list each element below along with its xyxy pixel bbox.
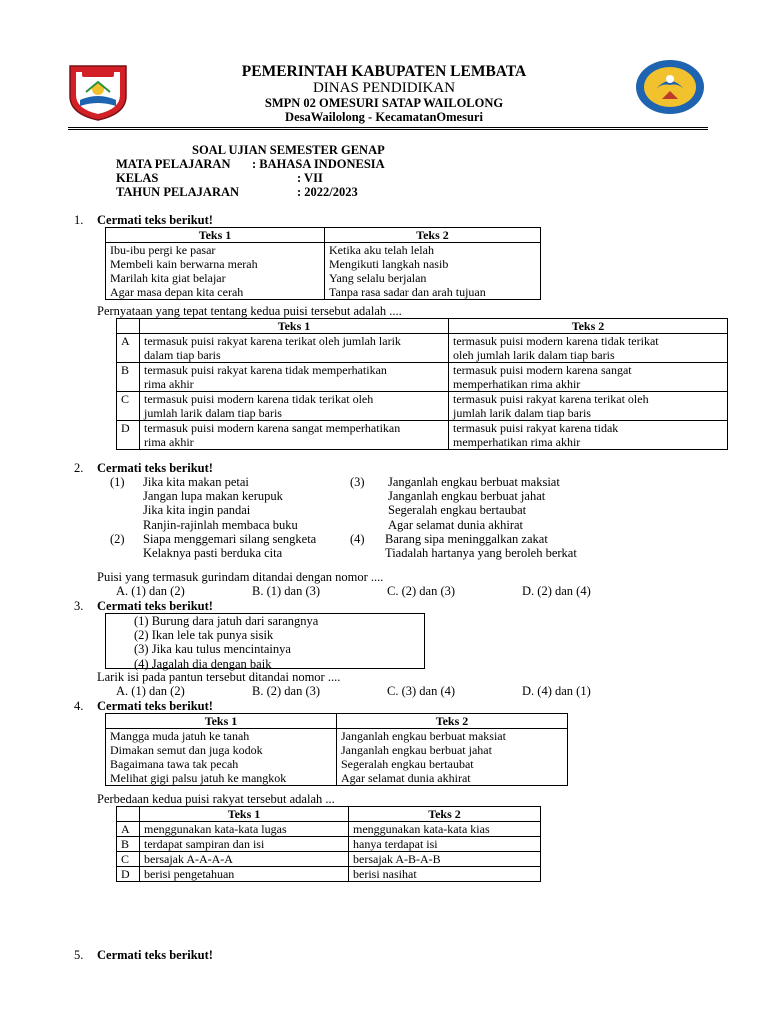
q1-header-teks1: Teks 1 bbox=[106, 228, 325, 243]
option-text: termasuk puisi rakyat karena terikat oleh bbox=[453, 392, 649, 406]
q4-text-table bbox=[105, 713, 568, 786]
year-value: : 2022/2023 bbox=[297, 185, 358, 199]
option-key: B bbox=[117, 837, 140, 852]
option-row-c[interactable] bbox=[117, 392, 728, 421]
class-value: : VII bbox=[297, 171, 323, 185]
poem-line: Ranjin-rajinlah membaca buku bbox=[143, 517, 298, 532]
line-number: (1) bbox=[134, 614, 149, 628]
option-text: termasuk puisi rakyat karena terikat oleh jumlah larik bbox=[144, 334, 401, 348]
q1-instruction: Cermati teks berikut! bbox=[97, 213, 213, 227]
pantun-line bbox=[134, 614, 424, 628]
option-text: menggunakan kata-kata lugas bbox=[140, 822, 349, 837]
option-text: termasuk puisi modern karena sangat bbox=[453, 363, 632, 377]
q3-pantun-box bbox=[105, 613, 425, 669]
poem-1 bbox=[143, 475, 298, 532]
option-key: C bbox=[117, 392, 140, 421]
option-text: berisi nasihat bbox=[349, 867, 541, 882]
poem-line: Agar masa depan kita cerah bbox=[110, 285, 244, 299]
option-text: terdapat sampiran dan isi bbox=[140, 837, 349, 852]
poem-4 bbox=[385, 532, 577, 560]
header-line1: PEMERINTAH KABUPATEN LEMBATA bbox=[241, 63, 527, 80]
poem-line: Marilah kita giat belajar bbox=[110, 271, 226, 285]
class-label: KELAS bbox=[116, 171, 159, 185]
poem-line: Jangan lupa makan kerupuk bbox=[143, 489, 283, 504]
subject-label: MATA PELAJARAN bbox=[116, 157, 231, 171]
option-key: D bbox=[117, 421, 140, 450]
q3-number: 3. bbox=[74, 599, 84, 613]
poem-line: Tanpa rasa sadar dan arah tujuan bbox=[329, 285, 486, 299]
option-row-d[interactable] bbox=[117, 867, 541, 882]
q2-option-d[interactable]: D. (2) dan (4) bbox=[522, 584, 591, 598]
poem-line: Yang selalu berjalan bbox=[329, 271, 427, 285]
poem-line: Mangga muda jatuh ke tanah bbox=[110, 729, 250, 743]
option-text: termasuk puisi modern karena tidak terikat oleh bbox=[144, 392, 374, 406]
option-text: oleh jumlah larik dalam tiap baris bbox=[453, 348, 615, 362]
poem-2 bbox=[143, 532, 316, 560]
q5-instruction: Cermati teks berikut! bbox=[97, 948, 213, 962]
q1-question: Pernyataan yang tepat tentang kedua puisi tersebut adalah .... bbox=[97, 304, 402, 318]
poem-3 bbox=[388, 475, 560, 532]
poem-line: Ketika aku telah lelah bbox=[329, 243, 434, 257]
poem-line: Jika kita ingin pandai bbox=[143, 503, 251, 518]
poem-2-number: (2) bbox=[110, 532, 125, 546]
line-text: Ikan lele tak punya sisik bbox=[151, 628, 274, 643]
poem-line: Agar selamat dunia akhirat bbox=[388, 517, 524, 532]
q4-options-table bbox=[116, 806, 541, 882]
option-text: bersajak A-B-A-B bbox=[349, 852, 541, 867]
q3-option-a[interactable]: A. (1) dan (2) bbox=[116, 684, 185, 698]
option-row-a[interactable] bbox=[117, 334, 728, 363]
option-text: menggunakan kata-kata kias bbox=[349, 822, 541, 837]
option-text: termasuk puisi rakyat karena tidak memperhatikan bbox=[144, 363, 387, 377]
poem-line: Segeralah engkau bertaubat bbox=[341, 757, 474, 771]
exam-title: SOAL UJIAN SEMESTER GENAP bbox=[192, 143, 385, 157]
line-number: (2) bbox=[134, 628, 149, 643]
poem-line: Ibu-ibu pergi ke pasar bbox=[110, 243, 216, 257]
q3-question: Larik isi pada pantun tersebut ditandai nomor .... bbox=[97, 670, 341, 684]
header-line3: SMPN 02 OMESURI SATAP WAILOLONG bbox=[264, 96, 504, 110]
poem-line: Agar selamat dunia akhirat bbox=[341, 771, 471, 785]
option-text: dalam tiap baris bbox=[144, 348, 221, 362]
line-number: (4) bbox=[134, 656, 149, 671]
q4-header-teks2: Teks 2 bbox=[337, 714, 568, 729]
poem-line: Melihat gigi palsu jatuh ke mangkok bbox=[110, 771, 287, 785]
option-row-b[interactable] bbox=[117, 837, 541, 852]
option-text: memperhatikan rima akhir bbox=[453, 377, 581, 391]
option-text: termasuk puisi rakyat karena tidak bbox=[453, 421, 619, 435]
q2-number: 2. bbox=[74, 461, 84, 475]
header-line4: DesaWailolong - KecamatanOmesuri bbox=[285, 110, 483, 124]
q3-option-d[interactable]: D. (4) dan (1) bbox=[522, 684, 591, 698]
line-text: Jika kau tulus mencintainya bbox=[151, 642, 291, 657]
option-row-b[interactable] bbox=[117, 363, 728, 392]
option-row-a[interactable] bbox=[117, 822, 541, 837]
line-text: Burung dara jatuh dari sarangnya bbox=[151, 614, 319, 628]
line-number: (3) bbox=[134, 642, 149, 657]
q3-instruction: Cermati teks berikut! bbox=[97, 599, 213, 613]
poem-line: Janganlah engkau berbuat maksiat bbox=[341, 729, 506, 743]
poem-line: Siapa menggemari silang sengketa bbox=[143, 532, 317, 546]
header-rule bbox=[68, 127, 708, 130]
q2-instruction: Cermati teks berikut! bbox=[97, 461, 213, 475]
q4-options-header-teks1: Teks 1 bbox=[140, 807, 349, 822]
option-row-d[interactable] bbox=[117, 421, 728, 450]
lembata-logo bbox=[66, 62, 130, 122]
q2-option-a[interactable]: A. (1) dan (2) bbox=[116, 584, 185, 598]
q1-number: 1. bbox=[74, 213, 84, 227]
poem-1-number: (1) bbox=[110, 475, 125, 489]
poem-line: Jika kita makan petai bbox=[143, 475, 249, 489]
option-text: hanya terdapat isi bbox=[349, 837, 541, 852]
poem-line: Tiadalah hartanya yang beroleh berkat bbox=[385, 546, 577, 561]
option-text: termasuk puisi modern karena sangat memperhatikan bbox=[144, 421, 401, 435]
option-row-c[interactable] bbox=[117, 852, 541, 867]
option-text: memperhatikan rima akhir bbox=[453, 435, 581, 449]
poem-line: Segeralah engkau bertaubat bbox=[388, 503, 527, 518]
option-text: termasuk puisi modern karena tidak terikat bbox=[453, 334, 659, 348]
pantun-line bbox=[134, 642, 424, 656]
subject-value: : BAHASA INDONESIA bbox=[252, 157, 385, 171]
q4-number: 4. bbox=[74, 699, 84, 713]
poem-line: Janganlah engkau berbuat maksiat bbox=[388, 475, 560, 489]
poem-line: Mengikuti langkah nasib bbox=[329, 257, 449, 271]
q4-teks1-cell bbox=[106, 729, 337, 786]
option-text: berisi pengetahuan bbox=[140, 867, 349, 882]
poem-line: Barang sipa meninggalkan zakat bbox=[385, 532, 548, 546]
q1-options-table bbox=[116, 318, 728, 450]
option-text: jumlah larik dalam tiap baris bbox=[453, 406, 591, 420]
q2-question: Puisi yang termasuk gurindam ditandai dengan nomor .... bbox=[97, 570, 384, 584]
option-text: jumlah larik dalam tiap baris bbox=[144, 406, 282, 420]
option-text: rima akhir bbox=[144, 377, 194, 391]
q1-teks2-cell bbox=[325, 243, 541, 300]
q4-teks2-cell bbox=[337, 729, 568, 786]
option-key: A bbox=[117, 334, 140, 363]
tut-wuri-handayani-logo bbox=[634, 59, 706, 115]
q1-teks1-cell bbox=[106, 243, 325, 300]
q1-options-header-teks2: Teks 2 bbox=[449, 319, 728, 334]
q1-header-teks2: Teks 2 bbox=[325, 228, 541, 243]
q2-option-c[interactable]: C. (2) dan (3) bbox=[387, 584, 456, 598]
poem-line: Janganlah engkau berbuat jahat bbox=[341, 743, 492, 757]
q4-question: Perbedaan kedua puisi rakyat tersebut adalah ... bbox=[97, 792, 335, 806]
pantun-line bbox=[134, 657, 424, 671]
year-label: TAHUN PELAJARAN bbox=[116, 185, 240, 199]
q4-header-teks1: Teks 1 bbox=[106, 714, 337, 729]
q1-options-header-teks1: Teks 1 bbox=[140, 319, 449, 334]
q5-number: 5. bbox=[74, 948, 84, 962]
q4-options-header-teks2: Teks 2 bbox=[349, 807, 541, 822]
header-line2: DINAS PENDIDIKAN bbox=[312, 80, 456, 96]
q2-option-b[interactable]: B. (1) dan (3) bbox=[252, 584, 321, 598]
line-text: Jagalah dia dengan baik bbox=[151, 656, 272, 671]
option-key: D bbox=[117, 867, 140, 882]
poem-line: Bagaimana tawa tak pecah bbox=[110, 757, 239, 771]
q3-option-b[interactable]: B. (2) dan (3) bbox=[252, 684, 321, 698]
poem-line: Membeli kain berwarna merah bbox=[110, 257, 258, 271]
poem-4-number: (4) bbox=[350, 532, 365, 546]
option-key: B bbox=[117, 363, 140, 392]
option-text: rima akhir bbox=[144, 435, 194, 449]
poem-line: Janganlah engkau berbuat jahat bbox=[388, 489, 546, 504]
q1-text-table bbox=[105, 227, 541, 300]
option-text: bersajak A-A-A-A bbox=[140, 852, 349, 867]
pantun-line bbox=[134, 628, 424, 642]
option-key: A bbox=[117, 822, 140, 837]
poem-3-number: (3) bbox=[350, 475, 365, 489]
q3-option-c[interactable]: C. (3) dan (4) bbox=[387, 684, 456, 698]
poem-line: Dimakan semut dan juga kodok bbox=[110, 743, 263, 757]
option-key: C bbox=[117, 852, 140, 867]
q4-instruction: Cermati teks berikut! bbox=[97, 699, 213, 713]
poem-line: Kelaknya pasti berduka cita bbox=[143, 546, 283, 561]
